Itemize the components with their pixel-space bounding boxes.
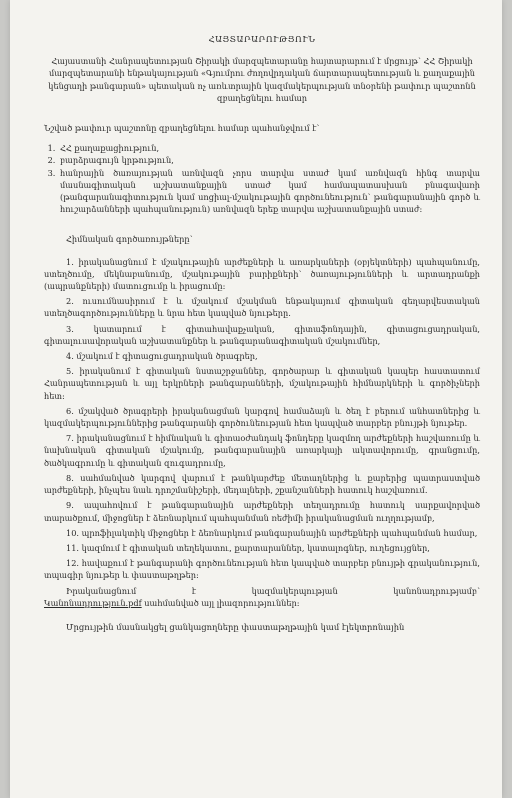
charter-pdf-link[interactable]: Կանոնադրություն.pdf [44, 597, 142, 608]
requirement-item: 1. ՀՀ քաղաքացիություն, [58, 142, 480, 154]
duty-item: 2. ուսումնասիրում է և մշակում մշակման ենթակայում գիտական գեղարվեստական ստեղծագործությունները և նրա հետ կապված նյութերը. [44, 296, 480, 319]
requirements-heading: Նշված թափուր պաշտոնը զբաղեցնելու համար պահանջվում է՝ [44, 123, 320, 134]
duties-list [44, 256, 480, 582]
duty-item: 1. իրականացնում է մշակութային արժեքների և առարկաների (օբյեկտների) պահպանումը, ստեղծումը, մեկնաբանումը, մշակութային բարիքների՝ ծառայությունների և արտադրանքի (ապրանքների) մատուցումը և իրացումը: [44, 256, 480, 292]
charter-line-2 [44, 597, 480, 609]
duty-item: 4. մշակում է գիտացուցադրական ծրագրեր, [66, 351, 258, 362]
charter-word: կազմակերպության [251, 585, 338, 596]
duty-item: 11. կազմում է գիտական տեղեկատու, քարտարաններ, կատալոգներ, ուղեցույցներ, [66, 542, 430, 553]
duty-item: 12. հավաքում է թանգարանի գործունեության հետ կապված տարբեր բնույթի գրականություն, տպագիր նյութեր և փաստաթղթեր: [44, 558, 480, 581]
requirements-list [44, 142, 480, 215]
announcement-intro: Հայաստանի Հանրապետության Շիրակի մարզպետարանը հայտարարում է մրցույթ՝ ՀՀ Շիրակի մարզպետարանի ենթակայության «Գյումրու ժողովրդական ճարտարապետության և քաղաքային կենցաղի թանգարան» պետական ոչ առևտրային կազմակերպության տնօրենի թափուր պաշտոնն զբաղեցնելու համար [48, 56, 476, 103]
submission-intro: Մրցույթին մասնակցել ցանկացողները փաստաթղթային կամ էլեկտրոնային [66, 621, 405, 632]
charter-line [44, 585, 480, 597]
charter-word: է [191, 585, 197, 596]
duty-item: 3. կատարում է գիտահավաքչական, գիտաֆոնդային, գիտացուցադրական, գիտալուսավորական աշխատանքներ և թանգարանագիտական մշակումներ, [44, 323, 480, 346]
document-title: ՀԱՅՏԱՐԱՐՈՒԹՅՈՒՆ [208, 35, 316, 45]
charter-rest-text: սահմանված այլ լիազորություններ: [141, 597, 300, 608]
document-content [44, 34, 480, 633]
requirement-item: 3. հանրային ծառայության առնվազն չորս տարվա ստաժ կամ առնվազն հինգ տարվա մասնագիտական աշխատանքային ստաժ կամ համապատասխան բնագավառի (թանգարանագիտություն կամ սոցիալ-մշակութային գործունեություն՝ թանգարանային գործ և հուշարձանների պահպանություն) առնվազն երեք տարվա աշխատանքային ստաժ: [58, 167, 480, 216]
duty-item: 9. ապահովում է թանգարանային արժեքների տեղադրումը հատուկ սարքավորված տարածքում, միջոցներ է ձեռնարկում պահպանման ռեժիմի իրականացման ուղղությամբ, [44, 500, 480, 523]
duty-item: 6. մշակված ծրագրերի իրականացման կարգով համաձայն և ծեղ է բերում անհատներից և կազմակերպություններից թանգարանի գործունեության հետ կապված տարբեր բնույթի նյութեր. [44, 405, 480, 429]
document-page [10, 0, 502, 798]
duty-item: 8. սահմանված կարգով վարում է թանկարժեք մետաղներից և քարերից պատրաստված արժեքների, ինչպես նաև դրոշմանիշերի, մեդալների, շքանշանների հատուկ հաշվառում. [44, 472, 480, 496]
duty-item: 10. պրոֆիլակտիկ միջոցներ է ձեռնարկում թանգարանային արժեքների պահպանման համար, [66, 527, 478, 538]
duty-item: 7. իրականացնում է հիմնական և գիտաօժանդակ ֆոնդերը կազմող արժեքների հաշվառումը և նախնական գիտական մշակումը, թանգարանային առարկայի ակտավորումը, գրանցումը, ծածկագրումը և գիտական զուգադրումը, [44, 433, 480, 468]
duties-heading: Հիմնական գործառույթները՝ [66, 234, 193, 245]
charter-word: Իրականացնում [66, 585, 137, 596]
duty-item: 5. իրականում է գիտական նստաշրջաններ, գործարար և գիտական կապեր հաստատում Հանրապետության և այլ երկրների թանգարանների, մշակութային հիմնարկների և գործիչների հետ: [44, 366, 480, 401]
requirement-item: 2. բարձրագույն կրթություն, [58, 154, 480, 166]
charter-word: կանոնադրությամբ՝ [393, 585, 480, 596]
